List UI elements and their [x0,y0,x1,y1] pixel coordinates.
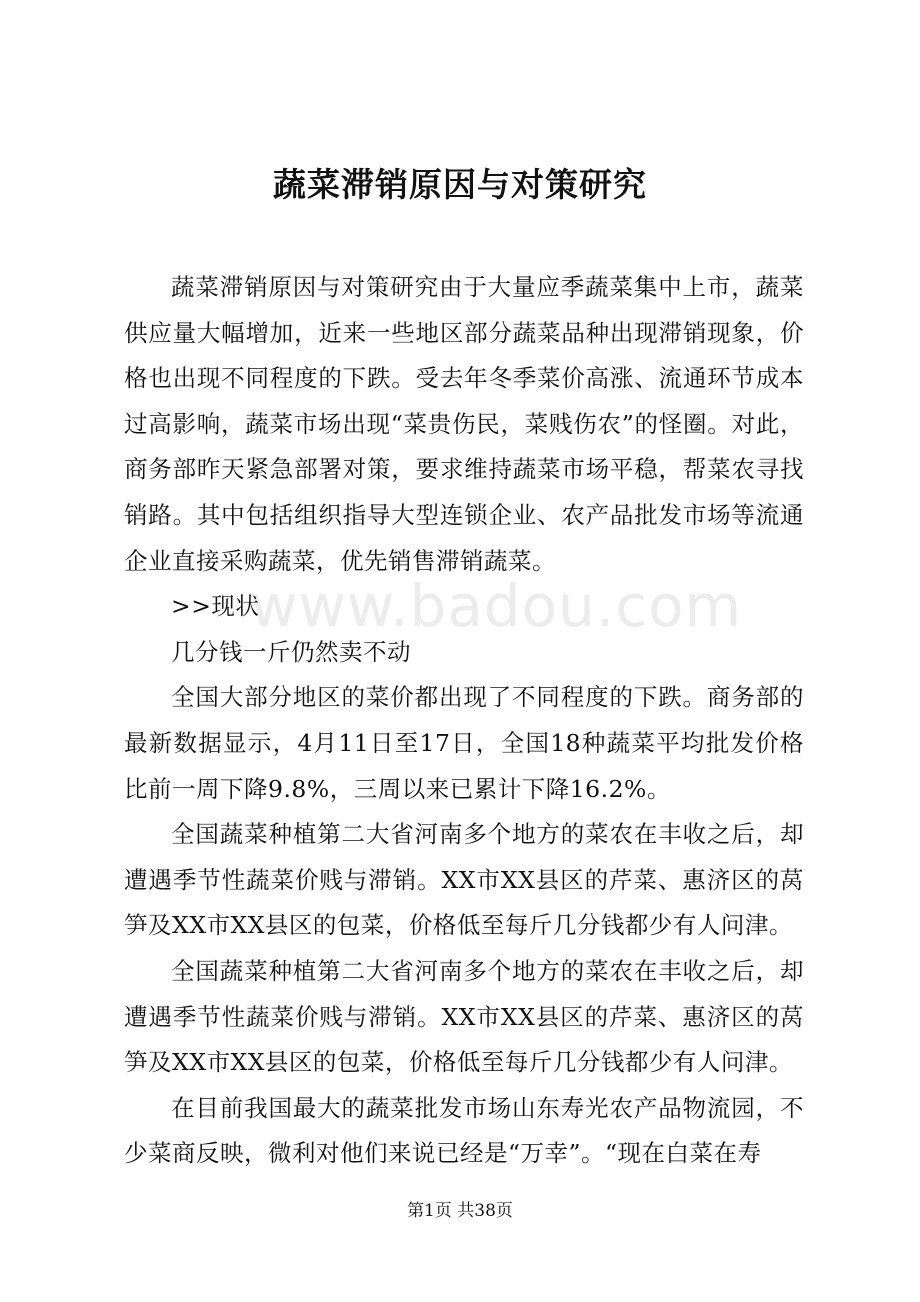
paragraph-intro: 蔬菜滞销原因与对策研究由于大量应季蔬菜集中上市，蔬菜供应量大幅增加，近来一些地区部分蔬菜品种出现滞销现象，价格也出现不同程度的下跌。受去年冬季菜价高涨、流通环节成本过高影响，蔬菜市场出现“菜贵伤民，菜贱伤农”的怪圈。对此，商务部昨天紧急部署对策，要求维持蔬菜市场平稳，帮菜农寻找销路。其中包括组织指导大型连锁企业、农产品批发市场等流通企业直接采购蔬菜，优先销售滞销蔬菜。 [124,273,804,575]
document-body [124,265,804,1177]
paragraph: 全国大部分地区的菜价都出现了不同程度的下跌。商务部的最新数据显示，4月11日至17日，全国18种蔬菜平均批发价格比前一周下降9.8%，三周以来已累计下降16.2%。 [124,683,804,803]
paragraph: 全国蔬菜种植第二大省河南多个地方的菜农在丰收之后，却遭遇季节性蔬菜价贱与滞销。XX市XX县区的芹菜、惠济区的莴笋及XX市XX县区的包菜，价格低至每斤几分钱都少有人问津。 [124,820,804,940]
document-title: 蔬菜滞销原因与对策研究 [273,165,647,204]
paragraph: 全国蔬菜种植第二大省河南多个地方的菜农在丰收之后，却遭遇季节性蔬菜价贱与滞销。XX市XX县区的芹菜、惠济区的莴笋及XX市XX县区的包菜，价格低至每斤几分钱都少有人问津。 [124,956,804,1077]
page-footer: 第1页 共38页 [407,1201,513,1221]
paragraph: 在目前我国最大的蔬菜批发市场山东寿光农产品物流园，不少菜商反映，微利对他们来说已经是“万幸”。“现在白菜在寿 [124,1093,804,1168]
watermark: www.badou.com [250,572,743,640]
section-heading-status: >>现状 [171,592,260,621]
subheading: 几分钱一斤仍然卖不动 [171,637,411,666]
